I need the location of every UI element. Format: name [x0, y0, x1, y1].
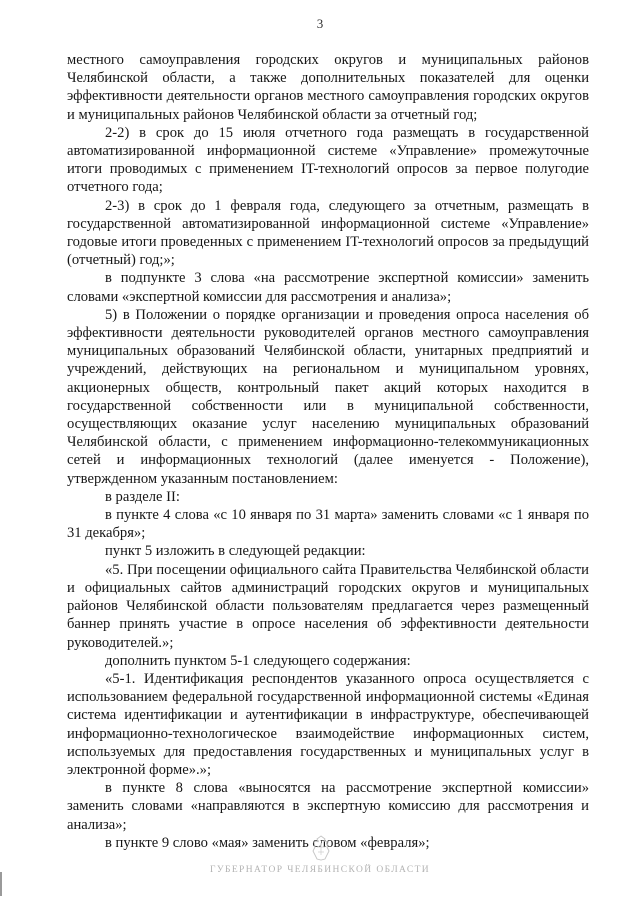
coat-of-arms-icon: [312, 835, 330, 861]
document-body: [67, 51, 589, 852]
scan-margin-mark: [0, 872, 2, 896]
paragraph-6: в разделе II:: [105, 488, 180, 505]
paragraph-11: «5-1. Идентификация респондентов указанного опроса осуществляется с использованием федеральной государственной информационной системы «Единая система идентификации и аутентификации в инфраструктуре, обеспечивающей информационно-технологическое взаимодействие информационных систем, используемых для предоставления государственных и муниципальных услуг в электронной форме».»;: [67, 670, 589, 778]
paragraph-9: «5. При посещении официального сайта Правительства Челябинской области и официальных сайтов администраций городских округов и муниципальных районов Челябинской области пользователям предлагается через размещенный баннер принять участие в опросе населения об эффективности деятельности руководителей.»;: [67, 561, 589, 651]
footer-title: ГУБЕРНАТОР ЧЕЛЯБИНСКОЙ ОБЛАСТИ: [209, 865, 431, 875]
paragraph-2: 2-2) в срок до 15 июля отчетного года размещать в государственной автоматизированной информационной системе «Управление» промежуточные итоги проводимых с применением IT-технологий опросов за первое полугодие отчетного года;: [67, 124, 589, 196]
paragraph-3: 2-3) в срок до 1 февраля года, следующего за отчетным, размещать в государственной автоматизированной информационной системе «Управление» годовые итоги проведенных с применением IT-технологий опросов за предыдущий (отчетный) год;»;: [67, 197, 589, 269]
page-number: 3: [316, 16, 324, 31]
paragraph-4: в подпункте 3 слова «на рассмотрение экспертной комиссии» заменить словами «экспертной комиссии для рассмотрения и анализа»;: [67, 270, 589, 305]
paragraph-5: 5) в Положении о порядке организации и проведения опроса населения об эффективности деятельности руководителей органов местного самоуправления муниципальных образований Челябинской области, унитарных предприятий и учреждений, действующих на региональном и муниципальном уровнях, акционерных обществ, контрольный пакет акций которых находится в государственной собственности или в муниципальной собственности, осуществляющих оказание услуг населению муниципальных образований Челябинской области, с применением информационно-телекоммуникационных сетей и информационных технологий (далее именуется - Положение), утвержденном указанным постановлением:: [67, 306, 589, 487]
paragraph-1: местного самоуправления городских округов и муниципальных районов Челябинской области, а также дополнительных показателей для оценки эффективности деятельности органов местного самоуправления городских округов и муниципальных районов Челябинской области за отчетный год;: [67, 52, 589, 123]
paragraph-13: в пункте 9 слово «мая» заменить словом «февраля»;: [105, 834, 430, 851]
paragraph-12: в пункте 8 слова «выносятся на рассмотрение экспертной комиссии» заменить словами «направляются в экспертную комиссию для рассмотрения и анализа»;: [67, 780, 589, 833]
paragraph-10: дополнить пунктом 5-1 следующего содержания:: [105, 652, 411, 669]
paragraph-8: пункт 5 изложить в следующей редакции:: [105, 543, 366, 560]
paragraph-7: в пункте 4 слова «с 10 января по 31 марта» заменить словами «с 1 января по 31 декабря»;: [67, 507, 589, 542]
